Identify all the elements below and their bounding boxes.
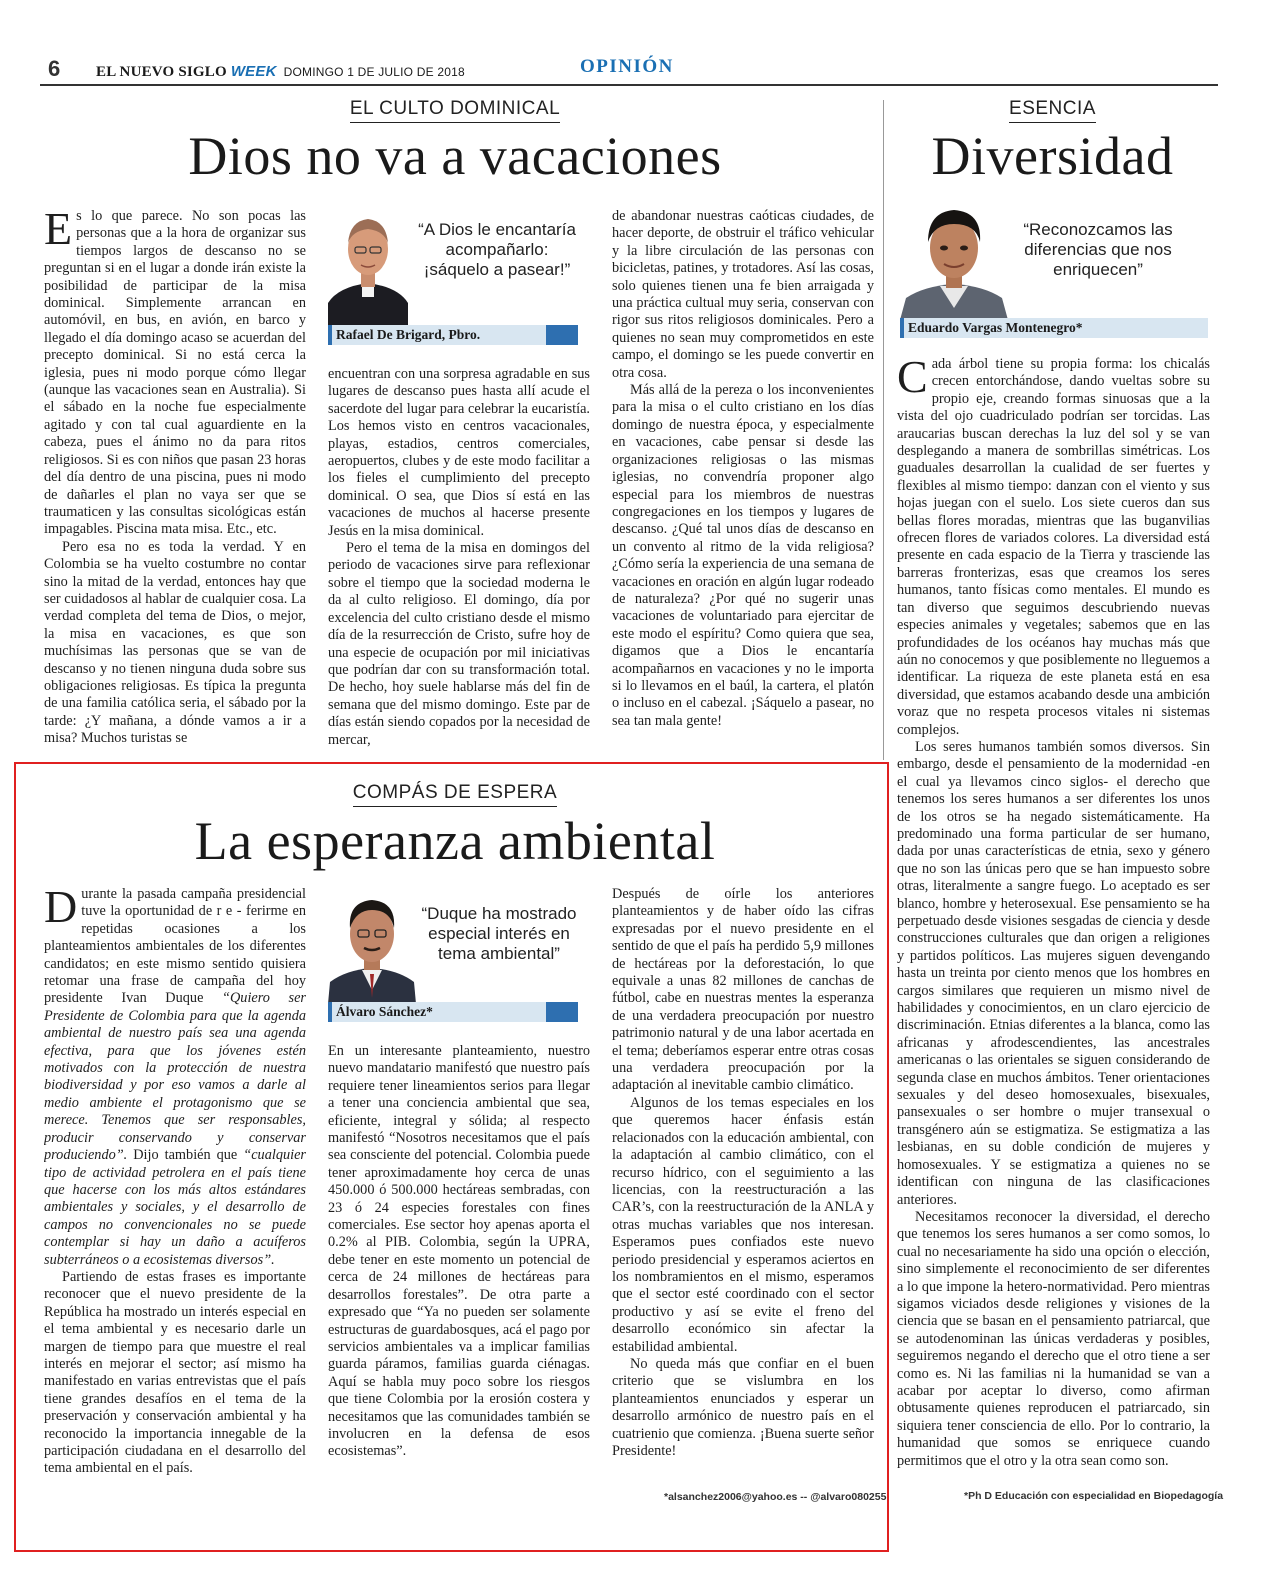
article2-headline: Diversidad — [931, 126, 1174, 186]
article3-kicker: COMPÁS DE ESPERA — [40, 782, 870, 807]
header-rule — [40, 84, 1218, 86]
article3-column-3: Después de oírle los anteriores planteamientos y de haber oído las cifras expresadas por el nuevo presidente en el sentido de que el país ha perdido 5,9 millones de hectáreas por la deforestación, lo que equivale a unas 82 millones de canchas de fútbol, cabe en nuestras mentes la esperanza de una verdadera preocupación por nuestro patrimonio natural y de una labor acertada en el tema; deberíamos esperar entre otras cosas una verdadera preocupación por la adaptación al inevitable cambio climático. Algunos de los temas especiales en los que queremos hacer énfasis están relacionados con la educación ambiental, con la adaptación al cambio climático, con el recurso hídrico, con el seguimiento a las licencias, con la reestructuración a las CAR’s, con la reestructuración de la ANLA y otras muchas variables que nos interesan. Esperamos pues confiados este nuevo periodo presidencial y esperamos aciertos en los nombramientos en el mismo, esperamos que el sector esté coordinado con el sector productivo y así se evite el freno del desarrollo económico sin afectar la estabilidad ambiental. No queda más que confiar en el buen criterio que se vislumbra en los planteamientos enunciados y esperar un desarrollo armónico de nuestro país en el cuatrienio que comienza. ¡Buena suerte señor Presidente! — [612, 886, 874, 1459]
article3-column-1: Durante la pasada campaña presidencial tuve la oportunidad de r e - ferirme en repetidas ocasiones a los planteamientos ambientales de los diferentes candidatos; en este mismo sentido quisiera retomar una frase de campaña del hoy presidente Ivan Duque “Quiero ser Presidente de Colombia para que la agenda ambiental de nuestro país sea una agenda efectiva, para que los jóvenes estén motivados con la protección de nuestra biodiversidad y por eso vamos a darle al medio ambiente el protagonismo que se merece. Tenemos que ser responsables, producir conservando y conservar produciendo”. Dijo también que “cualquier tipo de actividad petrolera en el país tiene que hacerse con los más altos estándares ambientales y sociales, y el desarrollo de campos no convencionales no se puede contemplar si hay un daño a acuíferos subterráneos o a ecosistemas diversos”. Partiendo de estas frases es importante reconocer que el nuevo presidente de la República ha mostrado un interés especial en el tema ambiental y es necesario darle un margen de tiempo para que muestre el real interés en mejorar el sector; así mismo ha manifestado en varias entrevistas que el país tiene grandes desafíos en el tema de la preservación y conservación ambiental y ha reconocido la importancia innegable de la participación ciudadana en el desarrollo del tema ambiental en el país. — [44, 886, 306, 1477]
article1-kicker: EL CULTO DOMINICAL — [40, 98, 870, 123]
article3-column-2: En un interesante planteamiento, nuestro nuevo mandatario manifestó que nuestro país requiere tener lineamientos serios para llegar a tener una conciencia ambiental que sea, eficiente, integral y sólida; al respecto manifestó “Nosotros necesitamos que el país sea consciente del potencial. Colombia puede tener aproximadamente hoy cerca de unas 450.000 ó 500.000 hectáreas sembradas, con 23 ó 24 especies forestales con fines comerciales. Ese sector hoy apenas aporta el 0.2% al PIB. Colombia, según la UPRA, debe tener en este momento un potencial de cerca de 24 millones de hectáreas para desarrollos forestales”. De otra parte a expresado que “Ya no pueden ser solamente estructuras de guardabosques, acá el pago por servicios ambientales va a implicar familias guarda páramos, familias guarda ciénagas. Aquí se habla muy poco sobre los riesgos que tiene Colombia por la erosión costera y necesitamos que las comunidades también se involucren en la defensa de esos ecosistemas”. — [328, 1043, 590, 1460]
author-photo-alvaro — [328, 886, 416, 1004]
article3-dropcap: D — [44, 886, 78, 932]
author-band-accent — [546, 1002, 578, 1022]
issue-date: DOMINGO 1 DE JULIO DE 2018 — [283, 65, 465, 79]
article2-dropcap: C — [897, 356, 928, 402]
article3-pull-quote: “Duque ha mostrado especial interés en tema ambiental” — [421, 904, 577, 963]
masthead — [96, 63, 465, 81]
page-number: 6 — [48, 56, 61, 81]
section-title: OPINIÓN — [580, 56, 674, 77]
article1-column-2: encuentran con una sorpresa agradable en sus lugares de descanso pues hasta allí acude el sacerdote del lugar para celebrar la eucaristía. Los hemos visto en centros vacacionales, playas, estadios, centros comerciales, aeropuertos, clubes y de este modo facilitar a los fieles el cumplimiento del precepto dominical. O sea, que Dios sí está en las vacaciones de muchos al hacerse presente Jesús en la misa dominical. Pero el tema de la misa en domingos del periodo de vacaciones sirve para reflexionar sobre el tiempo que la sociedad moderna le da al culto religioso. El domingo, día por excelencia del culto cristiano desde el mismo día de la resurrección de Cristo, sufre hoy de una especie de ocupación por mil iniciativas que podrían dar con su transformación total. De hecho, hoy suele hablarse más del fin de semana que del mismo domingo. Este par de días están siendo copados por la necesidad de mercar, — [328, 366, 590, 748]
article1-pull-quote: “A Dios le encantaría acompañarlo: ¡sáquelo a pasear!” — [418, 220, 576, 279]
article1-dropcap: E — [44, 208, 73, 254]
article1-headline: Dios no va a vacaciones — [188, 126, 722, 186]
article2-footnote: *Ph D Educación con especialidad en Biopedagogía — [964, 1490, 1224, 1502]
article2-body: Cada árbol tiene su propia forma: los chicalás crecen entorchándose, dando vueltas sobre su propio eje, creando formas sinuosas que a la vista del ojo cuadriculado podrían ser torcidas. Las araucarias buscan derechas la luz del sol y se van desplegando a manera de sombrillas simétricas. Los guaduales desarrollan la cualidad de ser fuertes y flexibles al mismo tiempo: danzan con el viento y sus hojas juegan con el suelo. Los siete cueros dan sus bellas flores moradas, mientras que las buganvilias ofrecen flores de variados colores. La diversidad está presente en cada espacio de la Tierra y trasciende las barreras fronterizas, esas que creamos los seres humanos, tanto físicas como mentales. El mundo es tan diverso que seguimos descubriendo nuevas especies animales y vegetales; sabemos que en las profundidades de los océanos hay muchas más que aún no conocemos y que posiblemente no lleguemos a identificar. La riqueza de este planeta está en esa diversidad, que estamos acabando desde una ambición voraz que no respeta procesos vitales ni sistemas complejos. Los seres humanos también somos diversos. Sin embargo, desde el pensamiento de la modernidad -en el cual ya llevamos cinco siglos- el derecho que tenemos los seres humanos a ser diferentes los unos de los otros se ha negado sistemáticamente. Ha predominado una forma particular de ser humano, dada por unas características de etnia, sexo y género que no son las únicas pero que se han impuesto sobre otras, literalmente a sangre fuego. Lo aceptado es ser blanco, hombre y heterosexual. Ese pensamiento se ha perpetuado desde visiones sesgadas de ciencia y desde construcciones culturales que dan origen a religiones y partidos políticos. Las mujeres siguen devengando hasta un treinta por ciento menos que los hombres en cargos similares que requieren un mismo nivel de habilidades y conocimientos, en un claro ejercicio de discriminación. Etnias diferentes a la blanca, como las africanas y afrodescendientes, las ancestrales americanas o las orientales se siguen considerando de segunda clase en muchos ámbitos. Tener orientaciones sexuales y del deseo homosexuales, bisexuales, pansexuales o ser hombre o mujer transexual o transgénero aún se estigmatiza. Se estigmatiza a las lesbianas, en su doble condición de mujeres y homosexuales. Y se estigmatiza a quienes no se identifican con ninguna de las clasificaciones anteriores. Necesitamos reconocer la diversidad, el derecho que tenemos los seres humanos a ser como somos, lo cual no necesariamente ha sido una opción o elección, sino simplemente el reconocimiento de ser diferentes a lo que impone la hetero-normatividad. Pero mientras sigamos viciados desde religiones y visiones de la ciencia que se basan en el pensamiento patriarcal, que se autodenominan las únicas verdaderas y posibles, seguiremos negando el derecho que el otro tiene a ser como es. Ni las familias ni la humanidad se van a acabar por aceptar lo diverso, como afirman obtusamente quienes reproducen el patriarcado, sin siquiera tener consciencia de ello. Por lo contrario, la humanidad que somos se enriquece cuando permitimos que el otro y la otra sean como son. — [897, 356, 1210, 1469]
author-photo-rafael — [328, 205, 408, 327]
column-divider — [883, 100, 884, 760]
article1-column-1: Es lo que parece. No son pocas las personas que a la hora de organizar sus tiempos largos de descanso no se preguntan si en el lugar a donde irán existe la posibilidad de participar de la misa dominical. Simplemente arrancan en automóvil, en bus, en avión, en barco y llegado el día domingo acaso se acuerdan del precepto dominical. Si no está cerca la iglesia, pues ni modo porque cómo llegar (aunque las vacaciones sean en Australia). Si el sábado en la noche fue especialmente agitado y con tal cual aguardiente en la cabeza, pues el ánimo no da para ritos religiosos. Si es con niños que pasan 23 horas del día dentro de una piscina, pues ni modo de dañarles el plan no vaya ser que se traumaticen y las consultas sicológicas están impagables. Piscina mata misa. Etc., etc. Pero esa no es toda la verdad. Y en Colombia se ha vuelto costumbre no contar sino la mitad de la verdad, entonces hay que ser cuidadosos al hablar de cualquier cosa. La verdad completa del tema de Dios, o mejor, la misa en vacaciones, es que son muchísimas las personas que se van de descanso y no tienen ninguna duda sobre sus obligaciones religiosas. Es típica la pregunta de una familia católica seria, el sábado por la tarde: ¿Y mañana, a dónde vamos a ir a misa? Muchos turistas se — [44, 208, 306, 747]
author-band-fill — [1108, 318, 1208, 338]
week-label: WEEK — [230, 63, 277, 80]
article2-kicker: ESENCIA — [895, 98, 1210, 123]
article3-headline: La esperanza ambiental — [194, 811, 716, 871]
article3-footnote: *alsanchez2006@yahoo.es -- @alvaro080255 — [664, 1491, 887, 1503]
author-band-accent — [546, 325, 578, 345]
article1-author: Rafael De Brigard, Pbro. — [328, 325, 546, 345]
article1-column-3: de abandonar nuestras caóticas ciudades, de hacer deporte, de obstruir el tráfico vehicular y la libre circulación de las personas con bicicletas, patines, y trotadores. Así las cosas, solo quienes tienen una fe bien arraigada y una práctica cultual muy seria, conservan con rigor sus ritos religiosos dominicales. Pero a quienes no sean muy comprometidos en este campo, el domingo se les puede convertir en otra cosa. Más allá de la pereza o los inconvenientes para la misa o el culto cristiano en los días domingo de nuestra época, y especialmente en vacaciones, cabe pensar si desde las organizaciones religiosas o las mismas iglesias, no convendría proponer algo especial para los miembros de nuestras congregaciones en los tiempos y lugares de descanso. ¿Qué tal unos días de descanso en un convento al ritmo de la vida religiosa? ¿Cómo sería la experiencia de una semana de vacaciones en oración en algún lugar rodeado de naturaleza? ¿Por qué no sugerir unas vacaciones de voluntariado para ejercitar de este modo el espíritu? Como quiera que sea, digamos que a Dios le encantaría acompañarnos en vacaciones y no le importa si lo llevamos en el baúl, la cartera, el platón o incluso en el cabezal. ¡Sáquelo a pasear, no sea tan mala gente! — [612, 208, 874, 729]
article3-author: Álvaro Sánchez* — [328, 1002, 546, 1022]
article2-author: Eduardo Vargas Montenegro* — [900, 318, 1108, 338]
article2-pull-quote: “Reconozcamos las diferencias que nos enriquecen” — [1023, 220, 1173, 279]
author-photo-eduardo — [900, 198, 1008, 320]
paper-name: EL NUEVO SIGLO — [96, 64, 227, 80]
